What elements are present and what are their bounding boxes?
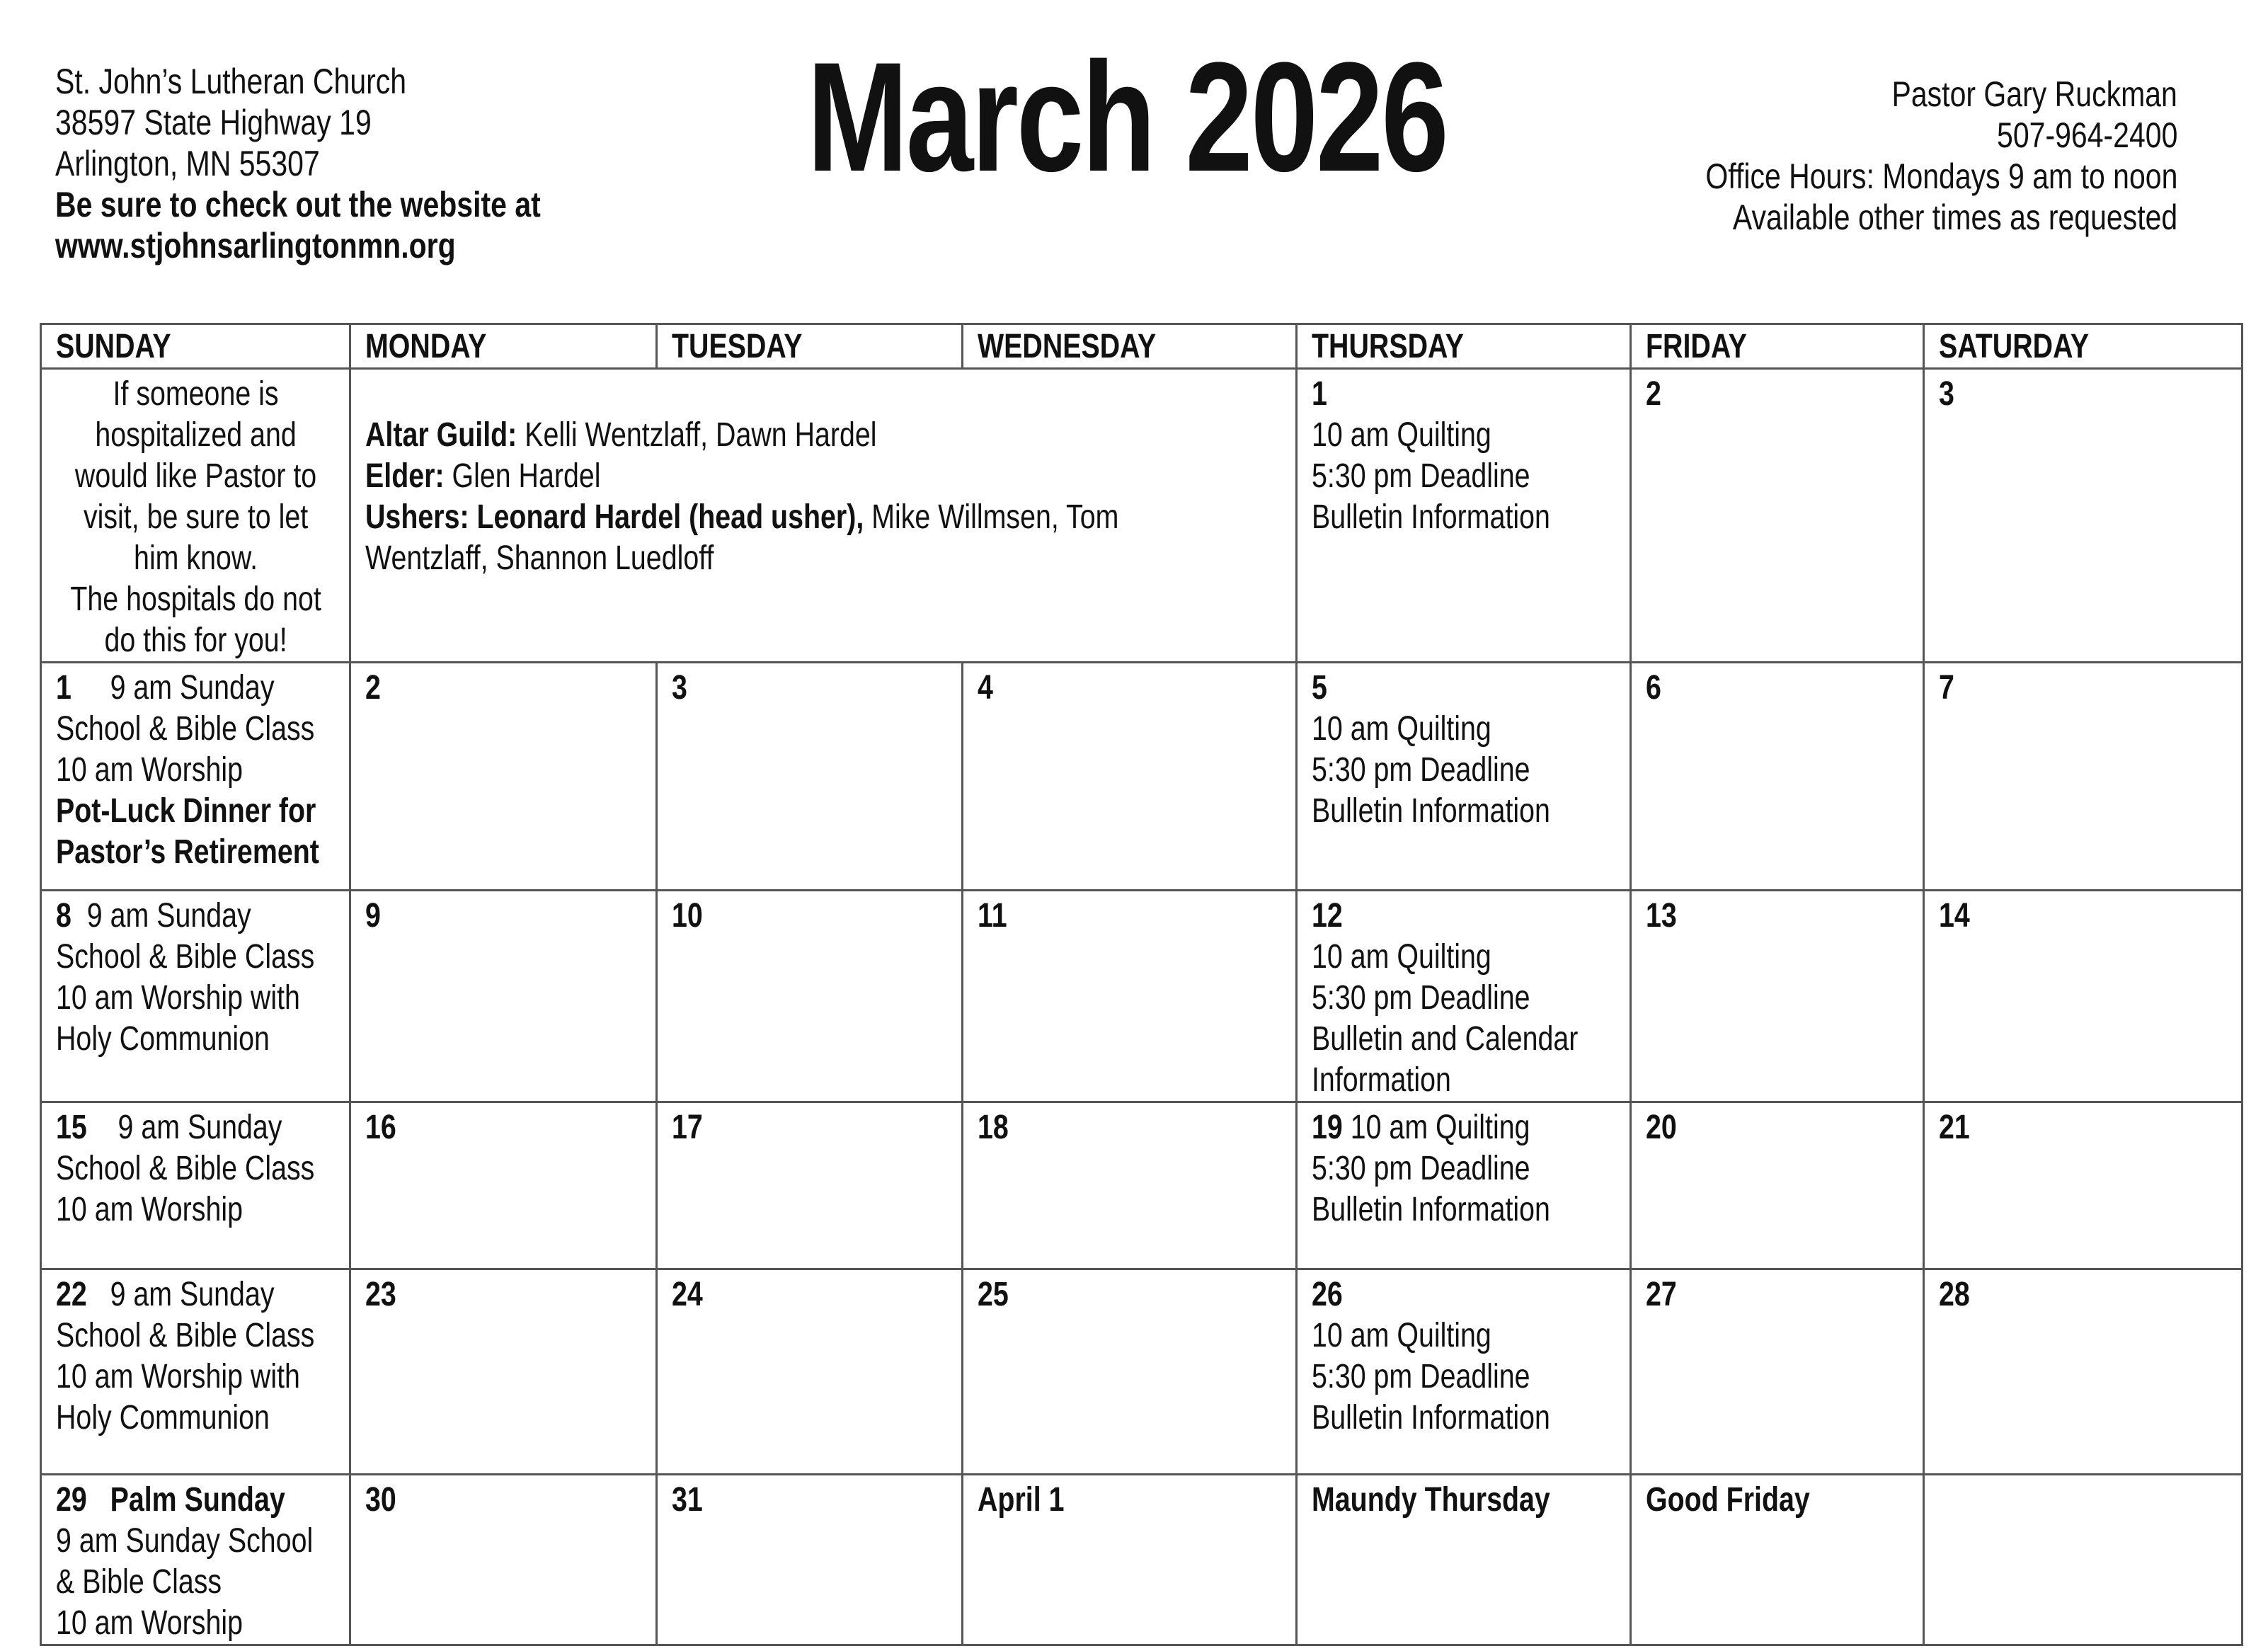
day-cell: 9 [350,891,657,1102]
day-cell: 16 [350,1102,657,1269]
week-row [41,891,2243,1102]
day-cell: 15 9 am Sunday School & Bible Class 10 am Worship [41,1102,350,1269]
ushers-label: Ushers: Leonard Hardel (head usher), [365,498,864,536]
day-cell: 14 [1924,891,2243,1102]
weekday-monday: MONDAY [350,324,657,369]
weekday-header-row [41,324,2243,369]
week-row [41,663,2243,891]
week-row [41,1269,2243,1475]
day-cell: 23 [350,1269,657,1475]
day-cell: 29 Palm Sunday 9 am Sunday School & Bible Class 10 am Worship [41,1475,350,1645]
elder-label: Elder: [365,457,445,495]
day-cell: 1 10 am Quilting 5:30 pm Deadline Bulletin Information [1297,369,1631,663]
day-cell: 11 [963,891,1297,1102]
weekday-saturday: SATURDAY [1924,324,2243,369]
pastor-name: Pastor Gary Ruckman [1891,74,2177,114]
day-cell: 5 10 am Quilting 5:30 pm Deadline Bulletin Information [1297,663,1631,891]
weekday-wednesday: WEDNESDAY [963,324,1297,369]
availability: Available other times as requested [1732,198,2177,237]
day-cell: 22 9 am Sunday School & Bible Class 10 am Worship with Holy Communion [41,1269,350,1475]
day-cell: 19 10 am Quilting 5:30 pm Deadline Bulletin Information [1297,1102,1631,1269]
day-cell: 26 10 am Quilting 5:30 pm Deadline Bulletin Information [1297,1269,1631,1475]
day-cell: 17 [657,1102,963,1269]
church-info [55,61,647,266]
day-cell: 30 [350,1475,657,1645]
day-cell: Maundy Thursday [1297,1475,1631,1645]
day-cell: 10 [657,891,963,1102]
day-cell: 18 [963,1102,1297,1269]
day-cell: 1 9 am Sunday School & Bible Class 10 am Worship Pot-Luck Dinner for Pastor’s Retirement [41,663,350,891]
day-cell: 7 [1924,663,2243,891]
calendar-grid [40,323,2243,1646]
weekday-sunday: SUNDAY [41,324,350,369]
elder-value: Glen Hardel [444,457,601,495]
week-row [41,1102,2243,1269]
website-link[interactable]: www.stjohnsarlingtonmn.org [55,226,456,265]
weekday-friday: FRIDAY [1631,324,1924,369]
day-cell: 28 [1924,1269,2243,1475]
weekday-tuesday: TUESDAY [657,324,963,369]
week-row [41,369,2243,663]
week-row [41,1475,2243,1645]
church-name: St. John’s Lutheran Church [55,62,407,101]
website-prompt: Be sure to check out the website at [55,185,541,224]
day-cell: 20 [1631,1102,1924,1269]
day-cell: 31 [657,1475,963,1645]
day-cell: 6 [1631,663,1924,891]
day-cell: 12 10 am Quilting 5:30 pm Deadline Bulletin and Calendar Information [1297,891,1631,1102]
day-cell: 3 [1924,369,2243,663]
day-cell: 27 [1631,1269,1924,1475]
weekday-thursday: THURSDAY [1297,324,1631,369]
day-cell-empty [1924,1475,2243,1645]
altar-guild-label: Altar Guild: [365,416,517,454]
church-city: Arlington, MN 55307 [55,144,320,183]
church-address: 38597 State Highway 19 [55,103,372,142]
office-hours: Office Hours: Mondays 9 am to noon [1705,156,2177,196]
day-cell: 3 [657,663,963,891]
day-cell: April 1 [963,1475,1297,1645]
day-cell: 4 [963,663,1297,891]
pastor-phone: 507-964-2400 [1996,115,2177,155]
day-cell: 2 [1631,369,1924,663]
altar-guild-value: Kelli Wentzlaff, Dawn Hardel [517,416,877,454]
day-cell: Good Friday [1631,1475,1924,1645]
volunteers-info [350,369,1297,663]
day-cell: 13 [1631,891,1924,1102]
day-cell: 2 [350,663,657,891]
pastor-info [1470,74,2177,238]
page-title: March 2026 [807,30,1447,204]
day-cell: 24 [657,1269,963,1475]
ushers-value: Mike Willmsen, Tom [864,498,1119,536]
day-cell: 21 [1924,1102,2243,1269]
day-cell: 25 [963,1269,1297,1475]
ushers-value-continued: Wentzlaff, Shannon Luedloff [365,539,714,577]
day-cell: 8 9 am Sunday School & Bible Class 10 am Worship with Holy Communion [41,891,350,1102]
hospital-note: If someone is hospitalized and would like Pastor to visit, be sure to let him know. The hospitals do not do this for you! [41,369,350,663]
